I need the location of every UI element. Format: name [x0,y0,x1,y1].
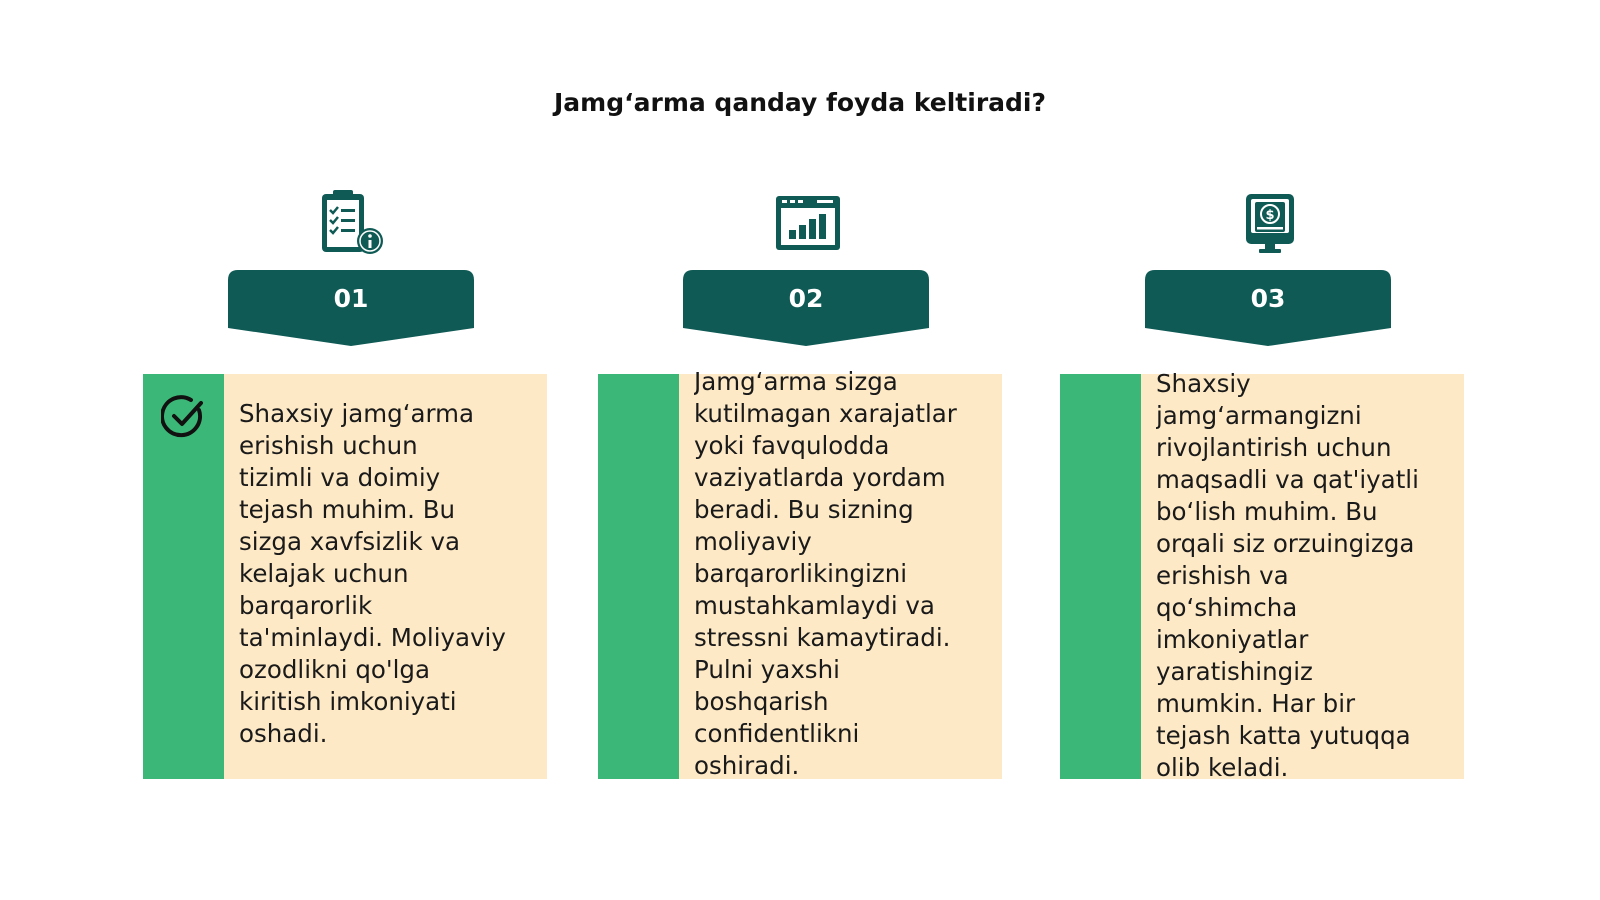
browser-bar-chart-icon [773,188,843,258]
step-number: 02 [788,284,824,313]
benefit-text: Shaxsiy jamg‘arma erishish uchun tizimli va doimiy tejash muhim. Bu sizga xavfsizlik va kelajak uchun barqarorlik ta'minlaydi. Moliyaviy ozodlikni qo'lga kiritish imkoniyati oshadi. [239,399,506,748]
step-number: 03 [1250,284,1286,313]
monitor-dollar-icon [1235,188,1305,258]
card-accent-stripe [143,374,224,779]
clipboard-checklist-info-icon [318,188,388,258]
step-badge [683,270,929,346]
step-badge [1145,270,1391,346]
benefit-column-2 [598,0,1018,900]
card-accent-stripe [1060,374,1141,779]
benefit-card [1060,369,1464,782]
check-circle-icon [161,394,207,440]
benefit-text: Jamg‘arma sizga kutilmagan xarajatlar yoki favqulodda vaziyatlarda yordam beradi. Bu sizning moliyaviy barqarorlikingizni mustahkamlaydi va stressni kamaytiradi. Pulni yaxshi boshqarish confidentlikni oshiradi. [694,367,957,779]
step-number: 01 [333,284,369,313]
svg-text:$: $ [1265,208,1275,223]
benefit-card [143,374,547,779]
card-accent-stripe [598,374,679,779]
step-badge [228,270,474,346]
benefit-column-3 [1060,0,1480,900]
benefit-text: Shaxsiy jamg‘armangizni rivojlantirish uchun maqsadli va qat'iyatli bo‘lish muhim. Bu orqali siz orzuingizga erishish va qo‘shimcha imkoniyatlar yaratishingiz mumkin. Har bir tejash katta yutuqqa olib keladi. [1156,369,1419,782]
slide-title: Jamg‘arma qanday foyda keltiradi? [554,88,1046,117]
benefit-column-1 [143,0,563,900]
benefit-card [598,367,1002,779]
